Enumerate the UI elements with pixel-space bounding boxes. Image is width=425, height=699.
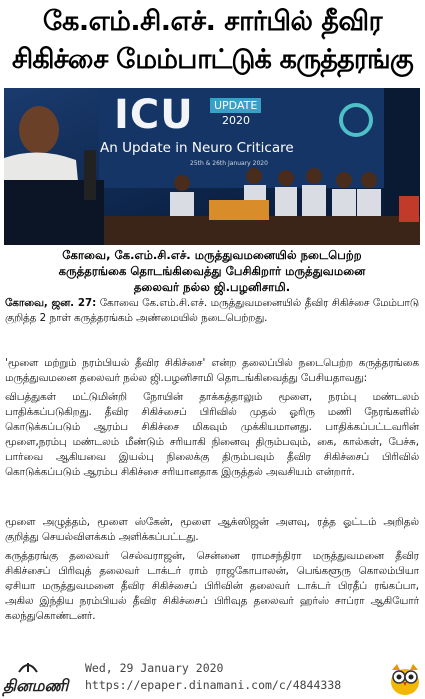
epaper-stamp xyxy=(85,660,341,694)
caption-line-2: கருத்தரங்கை தொடங்கிவைத்து பேசிகிறார் மருத்துவமனை xyxy=(58,264,366,278)
article-paragraph-2: 'மூளை மற்றும் நரம்பியல் தீவிர சிகிச்சை' என்ற தலைப்பில் நடைபெற்ற கருத்தரங்கை மருத்துவமனை தலைவர் நல்ல ஜி.பழனிசாமி தொடங்கிவைத்து பேசியதாவது: xyxy=(5,357,419,384)
article-paragraph-5: கருத்தரங்கு தலைவர் செல்வராஜன், சென்னை ராமசந்திரா மருத்துவமனை தீவிர சிகிச்சைப் பிரிவுத் தலைவர் டாக்டர் ராம் ராஜகோபாலன், பெங்களூரு கொலம்பியா ஏசியா மருத்துவமனை தீவிர சிகிச்சைப் பிரிவின் தலைவர் டாக்டர் பிரதீப் ரங்கப்பா, அகில இந்திய நரம்பியல் தீவிர சிகிச்சைப் பிரிவுத தலைவர் ஹர்ஸ் சாப்ரா ஆகியோர் கலந்துகொண்டனர். xyxy=(5,550,419,622)
logo-mark-icon xyxy=(17,660,39,674)
caption-line-1: கோவை, கே.எம்.சி.எச். மருத்துவமனையில் நடைபெற்ற xyxy=(62,248,362,262)
stamp-url[interactable]: https://epaper.dinamani.com/c/4844338 xyxy=(85,678,342,692)
banner-dates: 25th & 26th January 2020 xyxy=(190,160,268,167)
article-paragraph-1-text: கோவை கே.எம்.சி.எச். மருத்துவமனையில் தீவிர சிகிச்சை மேம்பாடு குறித்த 2 நாள் கருத்தரங்கம் அண்மையில் நடைபெற்றது. xyxy=(5,297,420,324)
headline-line-2: சிகிச்சை மேம்பாட்டுக் கருத்தரங்கு xyxy=(12,44,413,75)
article-dateline: கோவை, ஜன. 27: xyxy=(5,297,97,309)
banner-title: ICU xyxy=(114,92,194,138)
photo-caption xyxy=(4,247,420,295)
caption-line-3: தலைவர் நல்ல ஜி.பழனிசாமி. xyxy=(133,280,291,294)
article-paragraph-1 xyxy=(5,296,419,326)
article-paragraph-4: மூளை அழுத்தம், மூளை ஸ்கேன், மூளை ஆக்ஸிஜன் அளவு, ரத்த ஓட்டம் அறிதல் குறித்து செயல்விளக்கம் அளிக்கப்பட்டது. xyxy=(5,516,419,543)
event-photo xyxy=(4,88,420,245)
banner-tag: UPDATE xyxy=(210,98,261,113)
banner-subtitle: An Update in Neuro Criticare xyxy=(100,140,294,156)
article-paragraph-3: விபத்துகள் மட்டுமின்றி நோயின் தாக்கத்தாலும் மூளை, நரம்பு மண்டலம் பாதிக்கப்படுகிறது. தீவிர சிகிச்சைப் பிரிவில் முதல் ஓரிரு மணி நேரங்களில் கொடுக்கப்படும் ஆரம்ப சிகிச்சை மிகவும் முக்கியமானது. பாதிக்கப்பட்டவரின் மூளை,நரம்பு மண்டலம் மீண்டும் சரியாகி நினைவு திரும்பவும், கை, கால்கள், பேச்சு, பார்வை ஆகியவை இயல்பு நிலைக்கு திரும்பவும் தீவிர சிகிச்சைப் பிரிவில் கொடுக்கப்படும் ஆரம்ப சிகிச்சை சரியானதாக இருத்தல் அவசியம் என்றார். xyxy=(5,391,419,478)
owl-mascot-icon xyxy=(388,660,422,696)
banner-year: 2020 xyxy=(222,114,250,127)
dinamani-logo xyxy=(3,660,69,696)
headline-line-1: கே.எம்.சி.எச். சார்பில் தீவிர xyxy=(42,6,383,37)
stamp-date: Wed, 29 January 2020 xyxy=(85,661,224,675)
logo-text: தினமணி xyxy=(3,676,69,695)
